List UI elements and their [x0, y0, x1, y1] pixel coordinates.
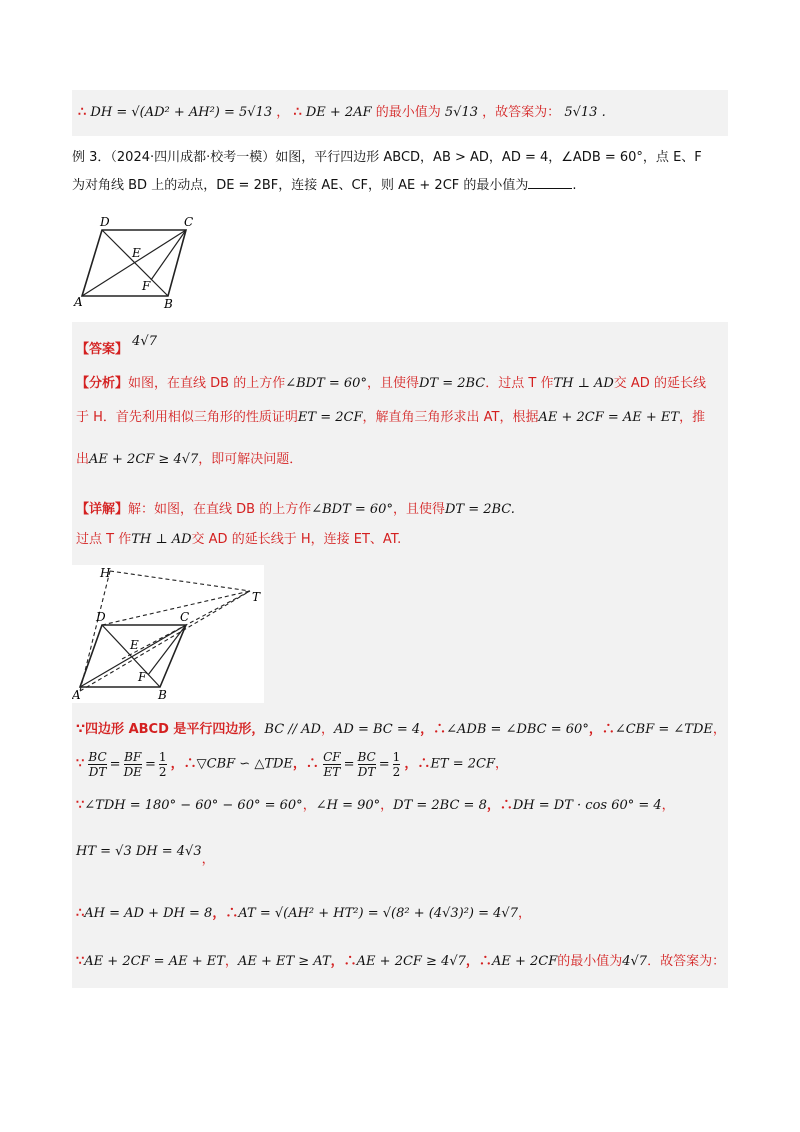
- analysis-line-3: 出AE + 2CF ≥ 4√7，即可解决问题．: [76, 452, 303, 467]
- step-6: ∵AE + 2CF = AE + ET，AE + ET ≥ AT，∴AE + 2CF ≥ 4√7，∴AE + 2CF的最小值为4√7．故答案为：: [76, 954, 726, 969]
- analysis-line-1: 【分析】如图，在直线 DB 的上方作∠BDT = 60°，且使得DT = 2BC．过点 T 作TH ⊥ AD交 AD 的延长线: [76, 376, 706, 391]
- answer-tag: 【答案】: [76, 342, 129, 357]
- answer-value: 4√7: [132, 334, 157, 349]
- question-line-1: 例 3．（2024·四川成都·校考一模）如图，平行四边形 ABCD，AB > AD，AD = 4，∠ADB = 60°，点 E、F: [72, 150, 702, 165]
- min-value: 5√13: [444, 105, 479, 120]
- solution-block: [72, 322, 728, 988]
- therefore-symbol: ∴: [78, 105, 87, 120]
- label-f: F: [138, 670, 147, 684]
- label-a: A: [74, 295, 83, 309]
- step-2: ∵ $\frac{BC}{DT}$ = $\frac{BF}{DE}$ = $\frac{1}{2}$ ，∴▽CBF ∽ △TDE，∴ $\frac{CF}{ET}$ = $\frac{BC}{DT}$ = $\frac{1}{2}$ ，∴ET = 2CF，: [76, 750, 509, 779]
- answer-blank: [528, 176, 572, 189]
- label-c: C: [184, 215, 194, 229]
- answer-value: 5√13: [564, 105, 598, 120]
- dh-formula: DH = √(AD² + AH²) = 5√13: [90, 105, 273, 120]
- label-t: T: [252, 590, 261, 604]
- label-c: C: [180, 610, 190, 624]
- label-a: A: [72, 688, 81, 702]
- top-conclusion-block: ∴ DH = √(AD² + AH²) = 5√13 ， ∴ DE + 2AF 的最小值为 5√13 ，故答案为： 5√13 .: [72, 90, 728, 136]
- label-e: E: [132, 246, 141, 260]
- min-expression: DE + 2AF: [305, 105, 372, 120]
- label-d: D: [96, 610, 106, 624]
- analysis-line-2: 于 H．首先利用相似三角形的性质证明ET = 2CF，解直角三角形求出 AT，根据AE + 2CF = AE + ET，推: [76, 410, 706, 425]
- parallelogram-figure: [72, 210, 202, 310]
- label-b: B: [164, 297, 173, 310]
- detail-line-1: 【详解】解：如图，在直线 DB 的上方作∠BDT = 60°，且使得DT = 2BC.: [76, 502, 515, 517]
- label-e: E: [130, 638, 139, 652]
- detail-line-2: 过点 T 作TH ⊥ AD交 AD 的延长线于 H，连接 ET、AT.: [76, 532, 402, 547]
- label-b: B: [158, 688, 167, 702]
- label-f: F: [142, 279, 151, 293]
- answer-line: [76, 332, 157, 357]
- example-question: [72, 146, 728, 206]
- label-d: D: [100, 215, 110, 229]
- construction-figure: [72, 565, 264, 703]
- question-line-2: 为对角线 BD 上的动点，DE = 2BF，连接 AE、CF，则 AE + 2CF 的最小值为 .: [72, 178, 577, 193]
- step-1: ∵四边形 ABCD 是平行四边形，BC // AD，AD = BC = 4，∴∠ADB = ∠DBC = 60°，∴∠CBF = ∠TDE，: [76, 722, 726, 737]
- step-3: ∵∠TDH = 180° − 60° − 60° = 60°，∠H = 90°，DT = 2BC = 8，∴DH = DT · cos 60° = 4，: [76, 798, 675, 813]
- label-h: H: [100, 566, 111, 580]
- step-4: HT = √3 DH = 4√3，: [76, 844, 215, 867]
- step-5: ∴AH = AD + DH = 8，∴AT = √(AH² + HT²) = √(8² + (4√3)²) = 4√7，: [76, 906, 531, 921]
